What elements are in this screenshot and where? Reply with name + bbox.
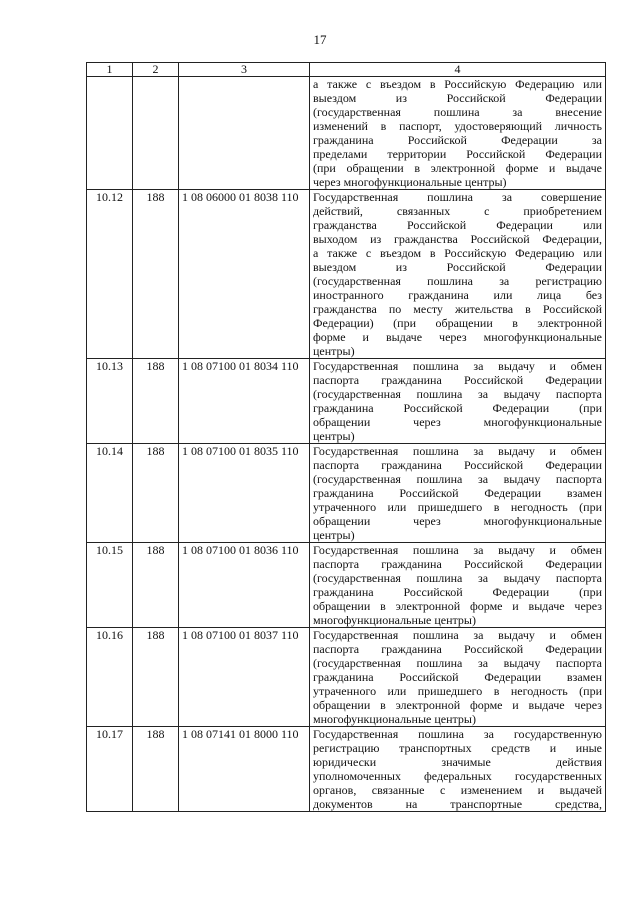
description-line: паспорта гражданина Российской Федерации [313,642,602,656]
description-cell [310,444,606,543]
description-cell [310,359,606,444]
description-line: центры) [313,344,355,358]
description-line: Государственная пошлина за выдачу и обмен [313,628,602,642]
description-line: действий, связанных с приобретением [313,204,602,218]
description-line: выездом из Российской Федерации [313,91,602,105]
description-line: утраченного или пришедшего в негодность (при [313,684,602,698]
budget-codes-table [86,62,606,812]
description-line: а также с въездом в Российскую Федерацию или [313,77,602,91]
row-number-cell: 10.13 [87,359,133,444]
description-line: паспорта гражданина Российской Федерации [313,557,602,571]
description-line: (государственная пошлина за выдачу паспорта [313,472,602,486]
budget-code-cell: 1 08 07100 01 8036 110 [179,543,310,628]
description-line: (государственная пошлина за регистрацию [313,274,602,288]
row-number-cell: 10.17 [87,727,133,812]
description-line: регистрацию транспортных средств и иные [313,741,602,755]
description-line: Федерации) (при обращении в электронной [313,316,602,330]
description-line: многофункциональные центры) [313,712,476,726]
description-line: (государственная пошлина за выдачу паспорта [313,656,602,670]
description-line: гражданина Российской Федерации (при [313,585,602,599]
table-header-row [87,63,606,77]
description-line: утраченного или пришедшего в негодность (при [313,500,602,514]
admin-code-cell: 188 [133,190,179,359]
description-cell [310,190,606,359]
description-line: гражданина Российской Федерации взамен [313,670,602,684]
description-line: паспорта гражданина Российской Федерации [313,373,602,387]
description-line: Государственная пошлина за выдачу и обмен [313,543,602,557]
description-line: Государственная пошлина за совершение [313,190,602,204]
row-number-cell: 10.12 [87,190,133,359]
description-line: (при обращении в электронной форме и выдаче [313,161,602,175]
header-cell: 2 [133,63,179,77]
row-number-cell: 10.16 [87,628,133,727]
description-line: гражданства Российской Федерации или [313,218,602,232]
description-line: гражданина Российской Федерации (при [313,401,602,415]
description-line: центры) [313,429,355,443]
description-line: уполномоченных федеральных государственных [313,769,602,783]
description-line: иностранного гражданина или лица без [313,288,602,302]
budget-code-cell: 1 08 07141 01 8000 110 [179,727,310,812]
table-row [87,190,606,359]
description-line: гражданина Российской Федерации за [313,133,602,147]
page-number: 17 [313,32,327,47]
description-line: обращении в электронной форме и выдаче через [313,698,602,712]
table-row [87,77,606,190]
budget-code-cell: 1 08 07100 01 8034 110 [179,359,310,444]
description-line: обращении через многофункциональные [313,514,602,528]
description-line: через многофункциональные центры) [313,175,507,189]
header-cell: 4 [310,63,606,77]
description-line: выездом из Российской Федерации [313,260,602,274]
description-line: гражданина Российской Федерации взамен [313,486,602,500]
description-line: документов на транспортные средства, [313,797,602,811]
description-line: органов, связанные с изменением и выдачей [313,783,602,797]
description-line: (государственная пошлина за выдачу паспорта [313,387,602,401]
budget-code-cell [179,77,310,190]
admin-code-cell: 188 [133,359,179,444]
budget-code-cell: 1 08 07100 01 8035 110 [179,444,310,543]
description-line: выходом из гражданства Российской Федерации, [313,232,602,246]
description-line: (государственная пошлина за выдачу паспорта [313,571,602,585]
description-line: многофункциональные центры) [313,613,476,627]
row-number-cell: 10.14 [87,444,133,543]
table-row [87,359,606,444]
budget-code-cell: 1 08 07100 01 8037 110 [179,628,310,727]
admin-code-cell: 188 [133,543,179,628]
table-row [87,727,606,812]
description-line: паспорта гражданина Российской Федерации [313,458,602,472]
description-cell [310,628,606,727]
header-cell: 1 [87,63,133,77]
description-line: форме и выдаче через многофункциональные [313,330,602,344]
row-number-cell: 10.15 [87,543,133,628]
header-cell: 3 [179,63,310,77]
description-line: а также с въездом в Российскую Федерацию или [313,246,602,260]
description-line: Государственная пошлина за государственную [313,727,602,741]
description-line: обращении в электронной форме и выдаче через [313,599,602,613]
row-number-cell [87,77,133,190]
description-line: обращении через многофункциональные [313,415,602,429]
admin-code-cell: 188 [133,727,179,812]
description-line: Государственная пошлина за выдачу и обмен [313,444,602,458]
description-line: юридически значимые действия [313,755,602,769]
admin-code-cell: 188 [133,444,179,543]
description-line: (государственная пошлина за внесение [313,105,602,119]
table-row [87,543,606,628]
description-line: пределами территории Российской Федерации [313,147,602,161]
description-line: изменений в паспорт, удостоверяющий личность [313,119,602,133]
description-cell [310,727,606,812]
description-cell [310,543,606,628]
table-row [87,444,606,543]
admin-code-cell [133,77,179,190]
description-line: Государственная пошлина за выдачу и обмен [313,359,602,373]
admin-code-cell: 188 [133,628,179,727]
table-row [87,628,606,727]
description-line: центры) [313,528,355,542]
budget-code-cell: 1 08 06000 01 8038 110 [179,190,310,359]
description-line: гражданства по месту жительства в Российской [313,302,602,316]
description-cell [310,77,606,190]
